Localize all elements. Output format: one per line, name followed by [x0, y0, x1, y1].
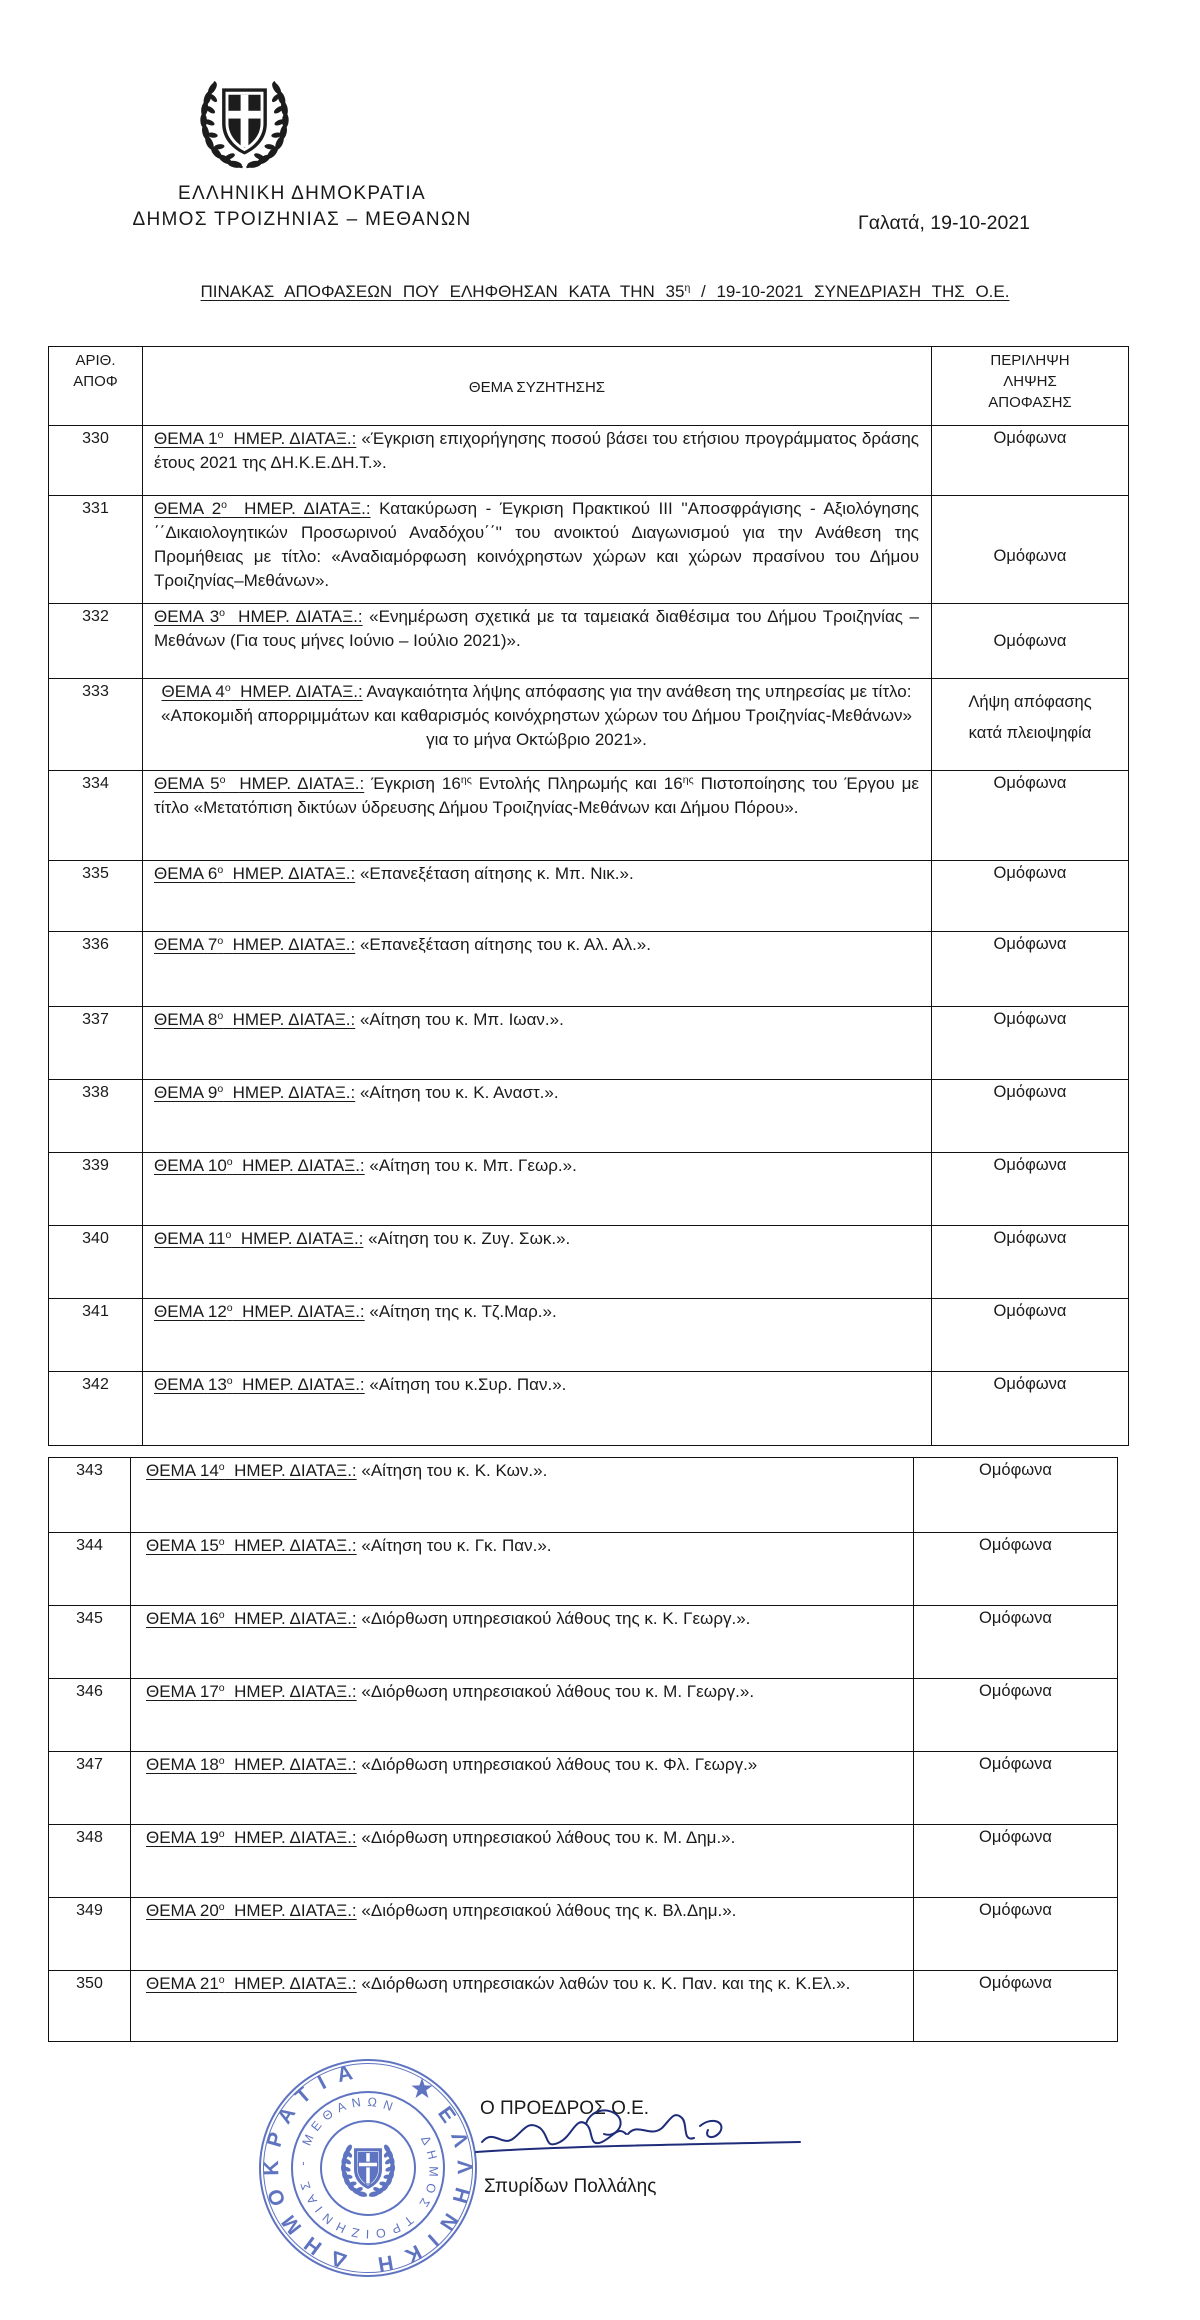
topic-number: 16 — [199, 1609, 219, 1628]
decision-number: 346 — [76, 1683, 103, 1700]
table-row — [49, 1825, 1118, 1898]
decision-number-cell — [49, 1606, 131, 1679]
outcome-text: Ομόφωνα — [993, 935, 1067, 953]
outcome-text: Ομόφωνα — [979, 1461, 1052, 1479]
title-text-start: ΠΙΝΑΚΑΣ ΑΠΟΦΑΣΕΩΝ ΠΟΥ ΕΛΗΦΘΗΣΑΝ ΚΑΤΑ ΤΗΝ 35 — [200, 282, 685, 301]
outcome-text: Ομόφωνα — [979, 1755, 1052, 1773]
stamp-coat-of-arms-icon — [341, 2144, 394, 2197]
table-row — [49, 1007, 1129, 1080]
ordinal-suffix: ο — [221, 499, 228, 512]
decision-number: 349 — [76, 1902, 103, 1919]
agenda-label: ΗΜΕΡ. ΔΙΑΤΑΞ.: — [232, 1083, 356, 1102]
decisions-table — [48, 346, 1129, 1446]
agenda-item-label — [154, 429, 356, 448]
topic-number: 12 — [207, 1302, 227, 1321]
outcome-cell — [932, 861, 1129, 932]
topic-number: 11 — [207, 1229, 226, 1248]
decision-number: 350 — [76, 1975, 103, 1992]
official-stamp — [258, 2058, 478, 2278]
subject-text: «Αίτηση του κ. Ζυγ. Σωκ.». — [368, 1229, 571, 1248]
table-row — [49, 679, 1129, 771]
agenda-item-label — [154, 864, 355, 883]
ordinal-suffix: ο — [218, 1609, 225, 1622]
decision-number-cell — [49, 1458, 131, 1533]
table-row — [49, 1898, 1118, 1971]
subject-text: «Αίτηση του κ.Συρ. Παν.». — [369, 1375, 567, 1394]
decision-number-cell — [49, 1898, 131, 1971]
outcome-cell — [932, 496, 1129, 604]
outcome-cell — [914, 1898, 1118, 1971]
table-row — [49, 1679, 1118, 1752]
table-row — [49, 932, 1129, 1007]
decision-number-cell — [49, 496, 143, 604]
agenda-item-label — [154, 1156, 365, 1175]
outcome-text: Ομόφωνα — [979, 1901, 1052, 1919]
table-row — [49, 1153, 1129, 1226]
ordinal-suffix: ο — [217, 429, 224, 442]
table-row — [49, 1458, 1118, 1533]
subject-text: «Αίτηση του κ. Γκ. Παν.». — [361, 1536, 552, 1555]
decision-number-cell — [49, 1971, 131, 2042]
outcome-cell — [932, 1153, 1129, 1226]
agenda-item-label — [146, 1609, 357, 1628]
agenda-item-label — [146, 1682, 357, 1701]
stamp-inner-text: ΔΗΜΟΣ ΤΡΟΙΖΗΝΙΑΣ - ΜΕΘΑΝΩΝ — [295, 2094, 441, 2241]
agenda-item-label — [154, 1302, 365, 1321]
agenda-item-label — [154, 1083, 355, 1102]
agenda-label: ΗΜΕΡ. ΔΙΑΤΑΞ.: — [232, 935, 356, 954]
subject-cell — [131, 1752, 914, 1825]
ordinal-suffix: ο — [226, 1375, 233, 1388]
decisions-table-body — [49, 347, 1129, 1446]
topic-number: 7 — [207, 935, 218, 954]
topic-number: 8 — [207, 1010, 218, 1029]
subject-cell — [143, 1372, 932, 1446]
agenda-label: ΗΜΕΡ. ΔΙΑΤΑΞ.: — [242, 1156, 365, 1175]
subject-text: «Διόρθωση υπηρεσιακού λάθους του κ. Φλ. Γεωργ.» — [361, 1755, 758, 1774]
subject-cell — [143, 604, 932, 679]
column-header-subject — [143, 347, 932, 426]
decision-number-cell — [49, 1825, 131, 1898]
decision-number: 343 — [76, 1462, 103, 1479]
topic-word: ΘΕΜΑ — [161, 682, 211, 701]
ordinal-suffix: ο — [218, 1974, 225, 1987]
agenda-label: ΗΜΕΡ. ΔΙΑΤΑΞ.: — [232, 864, 356, 883]
outcome-cell — [932, 1226, 1129, 1299]
subject-text: Πιστοποίησης του Έργου με τίτλο «Μετατόπιση δικτύων ύδρευσης Δήμου Τροιζηνίας-Μεθάνων και Δήμου Πόρου». — [154, 774, 919, 817]
column-header-outcome — [932, 347, 1129, 426]
subject-cell — [131, 1825, 914, 1898]
decision-number-cell — [49, 1007, 143, 1080]
outcome-cell — [914, 1679, 1118, 1752]
decision-number-cell — [49, 1533, 131, 1606]
topic-number: 20 — [199, 1901, 219, 1920]
topic-number: 18 — [199, 1755, 219, 1774]
stamp-outer-text: ΕΛΛΗΝΙΚΗ ΔΗΜΟΚΡΑΤΙΑ — [260, 2061, 476, 2276]
decision-number-cell — [49, 1226, 143, 1299]
agenda-label: ΗΜΕΡ. ΔΙΑΤΑΞ.: — [240, 682, 363, 701]
outcome-text: Ομόφωνα — [993, 1375, 1067, 1393]
topic-number: 21 — [199, 1974, 219, 1993]
topic-word: ΘΕΜΑ — [146, 1755, 196, 1774]
decisions-table-continued — [48, 1457, 1118, 2042]
outcome-text: Ομόφωνα — [979, 1828, 1052, 1846]
subject-text: «Διόρθωση υπηρεσιακών λαθών του κ. Κ. Παν. και της κ. Κ.Ελ.». — [361, 1974, 851, 1993]
agenda-label: ΗΜΕΡ. ΔΙΑΤΑΞ.: — [234, 1461, 357, 1480]
decision-number: 337 — [82, 1011, 109, 1028]
outcome-cell — [932, 604, 1129, 679]
topic-word: ΘΕΜΑ — [154, 429, 204, 448]
table-row — [49, 426, 1129, 496]
topic-number: 5 — [210, 774, 220, 793]
ordinal-suffix: ο — [225, 1229, 232, 1242]
outcome-cell — [932, 1080, 1129, 1153]
outcome-text: Ομόφωνα — [993, 1229, 1067, 1247]
column-header-number-line: ΑΡΙΘ. — [75, 352, 116, 369]
agenda-label: ΗΜΕΡ. ΔΙΑΤΑΞ.: — [234, 1828, 357, 1847]
decision-number: 334 — [82, 775, 109, 792]
agenda-label: ΗΜΕΡ. ΔΙΑΤΑΞ.: — [244, 499, 371, 518]
topic-word: ΘΕΜΑ — [154, 1010, 204, 1029]
place-and-date: Γαλατά, 19-10-2021 — [858, 212, 1031, 234]
agenda-item-label — [154, 935, 355, 954]
outcome-text: Ομόφωνα — [979, 1609, 1052, 1627]
agenda-label: ΗΜΕΡ. ΔΙΑΤΑΞ.: — [240, 1229, 364, 1248]
subject-cell — [143, 496, 932, 604]
topic-number: 9 — [207, 1083, 218, 1102]
table-row — [49, 604, 1129, 679]
ordinal-suffix: ο — [217, 1083, 224, 1096]
topic-number: 19 — [199, 1828, 219, 1847]
outcome-cell — [914, 1752, 1118, 1825]
issuer-block — [92, 181, 512, 233]
decision-number-cell — [49, 771, 143, 861]
table-row — [49, 1752, 1118, 1825]
subject-cell — [143, 1153, 932, 1226]
municipality-name: ΔΗΜΟΣ ΤΡΟΙΖΗΝΙΑΣ – ΜΕΘΑΝΩΝ — [132, 209, 472, 230]
agenda-item-label — [154, 774, 364, 793]
ordinal-suffix: ο — [217, 1010, 224, 1023]
decision-number-cell — [49, 604, 143, 679]
outcome-text: κατά πλειοψηφία — [968, 724, 1092, 742]
outcome-text: Ομόφωνα — [993, 1010, 1067, 1028]
outcome-text: Λήψη απόφασης — [968, 693, 1092, 711]
subject-cell — [131, 1679, 914, 1752]
subject-cell — [131, 1971, 914, 2042]
subject-cell — [131, 1606, 914, 1679]
decision-number-cell — [49, 679, 143, 771]
topic-word: ΘΕΜΑ — [154, 499, 204, 518]
title-text-end: / 19-10-2021 ΣΥΝΕΔΡΙΑΣΗ ΤΗΣ Ο.Ε. — [690, 282, 1010, 301]
agenda-label: ΗΜΕΡ. ΔΙΑΤΑΞ.: — [238, 607, 363, 626]
ordinal-suffix: ο — [218, 1536, 225, 1549]
outcome-text: Ομόφωνα — [979, 1536, 1052, 1554]
subject-text: «Αίτηση του κ. Κ. Αναστ.». — [359, 1083, 559, 1102]
subject-cell — [131, 1533, 914, 1606]
table-row — [49, 1080, 1129, 1153]
topic-number: 6 — [207, 864, 218, 883]
subject-text: «Αίτηση του κ. Κ. Κων.». — [361, 1461, 548, 1480]
topic-word: ΘΕΜΑ — [154, 1083, 204, 1102]
decision-number-cell — [49, 1679, 131, 1752]
decision-number-cell — [49, 1752, 131, 1825]
outcome-cell — [914, 1606, 1118, 1679]
ordinal-suffix: ο — [226, 1156, 233, 1169]
topic-number: 13 — [207, 1375, 227, 1394]
topic-word: ΘΕΜΑ — [146, 1828, 196, 1847]
table-row — [49, 1971, 1118, 2042]
column-header-outcome-line: ΠΕΡΙΛΗΨΗ — [990, 352, 1070, 369]
ordinal-suffix: ο — [226, 1302, 233, 1315]
subject-cell — [143, 932, 932, 1007]
agenda-label: ΗΜΕΡ. ΔΙΑΤΑΞ.: — [234, 1609, 357, 1628]
subject-text: «Έγκριση επιχορήγησης ποσού βάσει του ετήσιου προγράμματος δράσης έτους 2021 της ΔΗ.Κ.Ε.ΔΗ.Τ.». — [154, 429, 919, 472]
decision-number-cell — [49, 932, 143, 1007]
topic-number: 4 — [215, 682, 225, 701]
subject-text: «Επανεξέταση αίτησης κ. Μπ. Νικ.». — [359, 864, 634, 883]
subject-cell — [143, 679, 932, 771]
subject-text: «Αίτηση του κ. Μπ. Γεωρ.». — [369, 1156, 577, 1175]
table-row — [49, 1372, 1129, 1446]
outcome-text: Ομόφωνα — [993, 547, 1067, 565]
agenda-item-label — [146, 1755, 357, 1774]
decision-number: 342 — [82, 1376, 109, 1393]
subject-cell — [143, 426, 932, 496]
topic-number: 15 — [199, 1536, 219, 1555]
subject-text: Εντολής Πληρωμής και 16 — [471, 774, 683, 793]
ordinal-suffix: ο — [218, 1901, 225, 1914]
decision-number: 331 — [82, 500, 109, 517]
subject-cell — [131, 1458, 914, 1533]
outcome-text: Ομόφωνα — [979, 1682, 1052, 1700]
subject-cell — [143, 861, 932, 932]
outcome-text: Ομόφωνα — [979, 1974, 1052, 1992]
subject-text: Έγκριση 16 — [371, 774, 461, 793]
outcome-cell — [914, 1458, 1118, 1533]
decision-number: 338 — [82, 1084, 109, 1101]
subject-text: «Αίτηση του κ. Μπ. Ιωαν.». — [359, 1010, 564, 1029]
topic-word: ΘΕΜΑ — [146, 1536, 196, 1555]
outcome-text: Ομόφωνα — [993, 1302, 1067, 1320]
decision-number: 341 — [82, 1303, 109, 1320]
topic-word: ΘΕΜΑ — [154, 607, 204, 626]
subject-text: «Διόρθωση υπηρεσιακού λάθους του κ. Μ. Δημ.». — [361, 1828, 736, 1847]
ordinal-suffix: ο — [224, 682, 231, 695]
agenda-item-label — [146, 1536, 357, 1555]
decision-number-cell — [49, 426, 143, 496]
agenda-item-label — [146, 1901, 357, 1920]
column-header-outcome-line: ΑΠΟΦΑΣΗΣ — [988, 394, 1072, 411]
signatory-title: Ο ΠΡΟΕΔΡΟΣ Ο.Ε. — [480, 2098, 650, 2119]
handwritten-signature — [468, 2098, 810, 2172]
subject-cell — [143, 1226, 932, 1299]
ordinal-suffix: ο — [218, 1828, 225, 1841]
agenda-item-label — [154, 1229, 363, 1248]
topic-word: ΘΕΜΑ — [146, 1682, 196, 1701]
ordinal-suffix: ο — [219, 774, 226, 787]
decision-number: 333 — [82, 683, 109, 700]
agenda-label: ΗΜΕΡ. ΔΙΑΤΑΞ.: — [234, 1536, 357, 1555]
outcome-text: Ομόφωνα — [993, 632, 1067, 650]
outcome-cell — [914, 1533, 1118, 1606]
topic-number: 17 — [199, 1682, 219, 1701]
subject-text: «Διόρθωση υπηρεσιακού λάθους της κ. Κ. Γεωργ.». — [361, 1609, 751, 1628]
ordinal-suffix: ο — [218, 1682, 225, 1695]
table-header-row — [49, 347, 1129, 426]
column-header-number-line: ΑΠΟΦ — [73, 373, 118, 390]
agenda-label: ΗΜΕΡ. ΔΙΑΤΑΞ.: — [232, 1010, 356, 1029]
agenda-item-label — [154, 499, 371, 518]
agenda-label: ΗΜΕΡ. ΔΙΑΤΑΞ.: — [234, 1755, 357, 1774]
agenda-label: ΗΜΕΡ. ΔΙΑΤΑΞ.: — [234, 1682, 357, 1701]
outcome-text: Ομόφωνα — [993, 1156, 1067, 1174]
subject-cell — [131, 1898, 914, 1971]
decision-number-cell — [49, 1153, 143, 1226]
subject-text: «Διόρθωση υπηρεσιακού λάθους της κ. Βλ.Δημ.». — [361, 1901, 737, 1920]
subject-cell — [143, 1080, 932, 1153]
topic-word: ΘΕΜΑ — [154, 1375, 204, 1394]
decision-number: 340 — [82, 1230, 109, 1247]
text-superscript: ης — [460, 774, 472, 787]
decision-number: 336 — [82, 936, 109, 953]
agenda-item-label — [162, 682, 363, 701]
agenda-item-label — [146, 1974, 357, 1993]
ordinal-suffix: ο — [217, 935, 224, 948]
topic-word: ΘΕΜΑ — [154, 864, 204, 883]
decision-number: 332 — [82, 608, 109, 625]
decision-number-cell — [49, 1372, 143, 1446]
subject-cell — [143, 771, 932, 861]
agenda-label: ΗΜΕΡ. ΔΙΑΤΑΞ.: — [239, 774, 365, 793]
topic-word: ΘΕΜΑ — [154, 1156, 204, 1175]
topic-number: 2 — [211, 499, 222, 518]
ordinal-suffix: ο — [218, 1461, 225, 1474]
subject-text: «Αίτηση της κ. Τζ.Μαρ.». — [369, 1302, 557, 1321]
table-row — [49, 1226, 1129, 1299]
decision-number-cell — [49, 1299, 143, 1372]
outcome-cell — [932, 1372, 1129, 1446]
outcome-text: Ομόφωνα — [993, 864, 1067, 882]
topic-word: ΘΕΜΑ — [146, 1974, 196, 1993]
agenda-item-label — [154, 1010, 355, 1029]
agenda-label: ΗΜΕΡ. ΔΙΑΤΑΞ.: — [233, 429, 357, 448]
coat-of-arms-emblem — [191, 67, 298, 174]
text-superscript: ης — [682, 774, 694, 787]
subject-cell — [143, 1007, 932, 1080]
title-ordinal-suffix: η — [684, 282, 691, 295]
column-header-outcome-line: ΛΗΨΗΣ — [1003, 373, 1057, 390]
subject-text: «Επανεξέταση αίτησης του κ. Αλ. Αλ.». — [359, 935, 651, 954]
ordinal-suffix: ο — [218, 1755, 225, 1768]
topic-number: 1 — [208, 429, 218, 448]
table-row — [49, 1533, 1118, 1606]
outcome-cell — [932, 771, 1129, 861]
document-title — [100, 280, 1110, 304]
agenda-item-label — [154, 1375, 365, 1394]
decision-number: 348 — [76, 1829, 103, 1846]
subject-text: Κατακύρωση - Έγκριση Πρακτικού ΙΙΙ ''Αποσφράγισης - Αξιολόγησης ΄΄Δικαιολογητικών Προσωρινού Αναδόχου΄΄'' του ανοικτού Διαγωνισμού για την Ανάθεση της Προμήθειας με τίτλο: «Αναδιαμόρφωση κοινόχρηστων χώρων και χώρων πρασίνου του Δήμου Τροιζηνίας–Μεθάνων». — [154, 499, 919, 590]
agenda-item-label — [146, 1828, 357, 1847]
table-row — [49, 1299, 1129, 1372]
outcome-text: Ομόφωνα — [993, 774, 1067, 792]
table-row — [49, 1606, 1118, 1679]
decision-number: 339 — [82, 1157, 109, 1174]
table-row — [49, 496, 1129, 604]
column-header-subject-text: ΘΕΜΑ ΣΥΖΗΤΗΣΗΣ — [468, 379, 606, 396]
decisions-table-body — [49, 1458, 1118, 2042]
outcome-cell — [932, 679, 1129, 771]
decision-number: 344 — [76, 1537, 103, 1554]
subject-text: «Ενημέρωση σχετικά με τα ταμειακά διαθέσιμα του Δήμου Τροιζηνίας – Μεθάνων (Για τους μήνες Ιούνιο – Ιούλιο 2021)». — [154, 607, 920, 650]
topic-word: ΘΕΜΑ — [146, 1609, 196, 1628]
subject-text: «Διόρθωση υπηρεσιακού λάθους του κ. Μ. Γεωργ.». — [361, 1682, 755, 1701]
column-header-number — [49, 347, 143, 426]
topic-word: ΘΕΜΑ — [154, 1229, 204, 1248]
decision-number-cell — [49, 861, 143, 932]
topic-word: ΘΕΜΑ — [154, 935, 204, 954]
topic-number: 10 — [207, 1156, 227, 1175]
outcome-cell — [932, 426, 1129, 496]
decision-number-cell — [49, 1080, 143, 1153]
ordinal-suffix: ο — [217, 864, 224, 877]
country-name: ΕΛΛΗΝΙΚΗ ΔΗΜΟΚΡΑΤΙΑ — [178, 183, 426, 204]
decision-number: 347 — [76, 1756, 103, 1773]
decision-number: 345 — [76, 1610, 103, 1627]
signatory-name: Σπυρίδων Πολλάλης — [484, 2176, 657, 2197]
topic-word: ΘΕΜΑ — [146, 1461, 196, 1480]
decision-number: 335 — [82, 865, 109, 882]
outcome-cell — [914, 1971, 1118, 2042]
agenda-label: ΗΜΕΡ. ΔΙΑΤΑΞ.: — [234, 1901, 357, 1920]
agenda-item-label — [154, 607, 363, 626]
agenda-label: ΗΜΕΡ. ΔΙΑΤΑΞ.: — [234, 1974, 357, 1993]
table-row — [49, 771, 1129, 861]
subject-cell — [143, 1299, 932, 1372]
outcome-cell — [932, 1299, 1129, 1372]
agenda-label: ΗΜΕΡ. ΔΙΑΤΑΞ.: — [242, 1375, 365, 1394]
topic-word: ΘΕΜΑ — [146, 1901, 196, 1920]
outcome-text: Ομόφωνα — [993, 1083, 1067, 1101]
agenda-label: ΗΜΕΡ. ΔΙΑΤΑΞ.: — [242, 1302, 365, 1321]
ordinal-suffix: ο — [219, 607, 226, 620]
decision-number: 330 — [82, 430, 109, 447]
star-icon — [412, 2078, 433, 2098]
topic-number: 14 — [199, 1461, 219, 1480]
topic-number: 3 — [209, 607, 220, 626]
outcome-text: Ομόφωνα — [993, 429, 1067, 447]
table-row — [49, 861, 1129, 932]
agenda-item-label — [146, 1461, 357, 1480]
outcome-cell — [932, 1007, 1129, 1080]
subject-text: Αναγκαιότητα λήψης απόφασης για την ανάθεση της υπηρεσίας με τίτλο: «Αποκομιδή απορριμμάτων και καθαρισμός κοινόχρηστων χώρων του Δήμου Τροιζηνίας-Μεθάνων» για το μήνα Οκτώβριο 2021». — [161, 682, 912, 749]
outcome-cell — [932, 932, 1129, 1007]
outcome-cell — [914, 1825, 1118, 1898]
topic-word: ΘΕΜΑ — [154, 774, 204, 793]
topic-word: ΘΕΜΑ — [154, 1302, 204, 1321]
